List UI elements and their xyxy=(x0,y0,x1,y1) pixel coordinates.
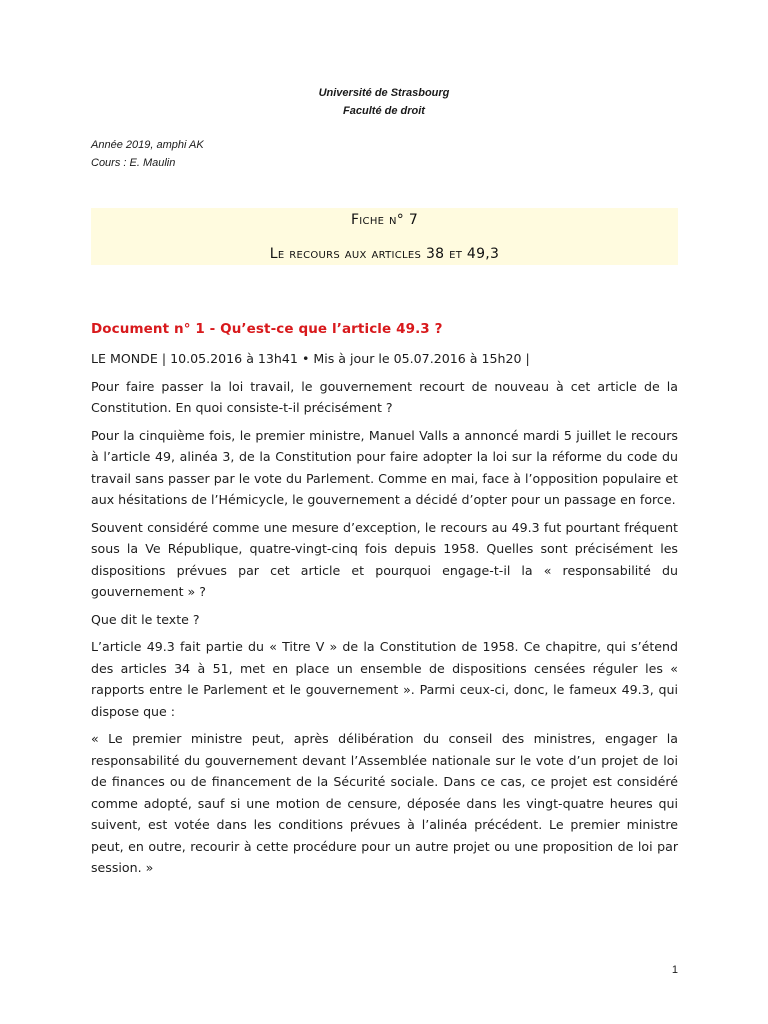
document-heading: Document n° 1 - Qu’est-ce que l’article 49.3 ? xyxy=(91,321,443,337)
course-year: Année 2019, amphi AK xyxy=(91,139,204,151)
faculty-name: Faculté de droit xyxy=(343,105,425,117)
section-question: Que dit le texte ? xyxy=(91,611,200,627)
paragraph-announcement: Pour la cinquième fois, le premier ministre, Manuel Valls a annoncé mardi 5 juillet le recours à l’article 49, alinéa 3, de la Constitution pour faire adopter la loi sur la réforme du code du travail sans passer par le vote du Parlement. Comme en mai, face à l’opposition populaire et aux hésitations de l’Hémicycle, le gouvernement a décidé d’opter pour un passage en force. xyxy=(91,427,678,507)
document-body xyxy=(91,348,678,885)
paragraph-intro: Pour faire passer la loi travail, le gouvernement recourt de nouveau à cet article de la Constitution. En quoi consiste-t-il précisément ? xyxy=(91,378,678,415)
paragraph-title-v: L’article 49.3 fait partie du « Titre V » de la Constitution de 1958. Ce chapitre, qui s’étend des articles 34 à 51, met en place un ensemble de dispositions censées réguler les « rapports entre le Parlement et le gouvernement ». Parmi ceux-ci, donc, le fameux 49.3, qui dispose que : xyxy=(91,639,678,719)
page-number: 1 xyxy=(671,964,678,976)
course-lecturer: Cours : E. Maulin xyxy=(91,157,176,169)
course-meta xyxy=(91,136,204,172)
paragraph-context: Souvent considéré comme une mesure d’exception, le recours au 49.3 fut pourtant fréquent sous la Ve République, quatre-vingt-cinq fois depuis 1958. Quelles sont précisément les dispositions prévues par cet article et pourquoi engage-t-il la « responsabilité du gouvernement » ? xyxy=(91,519,678,599)
article-source: LE MONDE | 10.05.2016 à 13h41 • Mis à jour le 05.07.2016 à 15h20 | xyxy=(91,351,530,366)
university-name: Université de Strasbourg xyxy=(318,87,450,99)
sheet-number: Fiche n° 7 xyxy=(350,212,419,228)
paragraph-quote: « Le premier ministre peut, après délibération du conseil des ministres, engager la responsabilité du gouvernement devant l’Assemblée nationale sur le vote d’un projet de loi de finances ou de financement de la Sécurité sociale. Dans ce cas, ce projet est considéré comme adopté, sauf si une motion de censure, déposée dans les vingt-quatre heures qui suivent, est votée dans les conditions prévues à l’alinéa précédent. Le premier ministre peut, en outre, recourir à cette procédure pour un autre projet ou une proposition de loi par session. » xyxy=(91,731,678,875)
sheet-subject: Le recours aux articles 38 et 49,3 xyxy=(269,246,500,262)
title-box xyxy=(91,208,678,265)
header xyxy=(0,84,768,120)
